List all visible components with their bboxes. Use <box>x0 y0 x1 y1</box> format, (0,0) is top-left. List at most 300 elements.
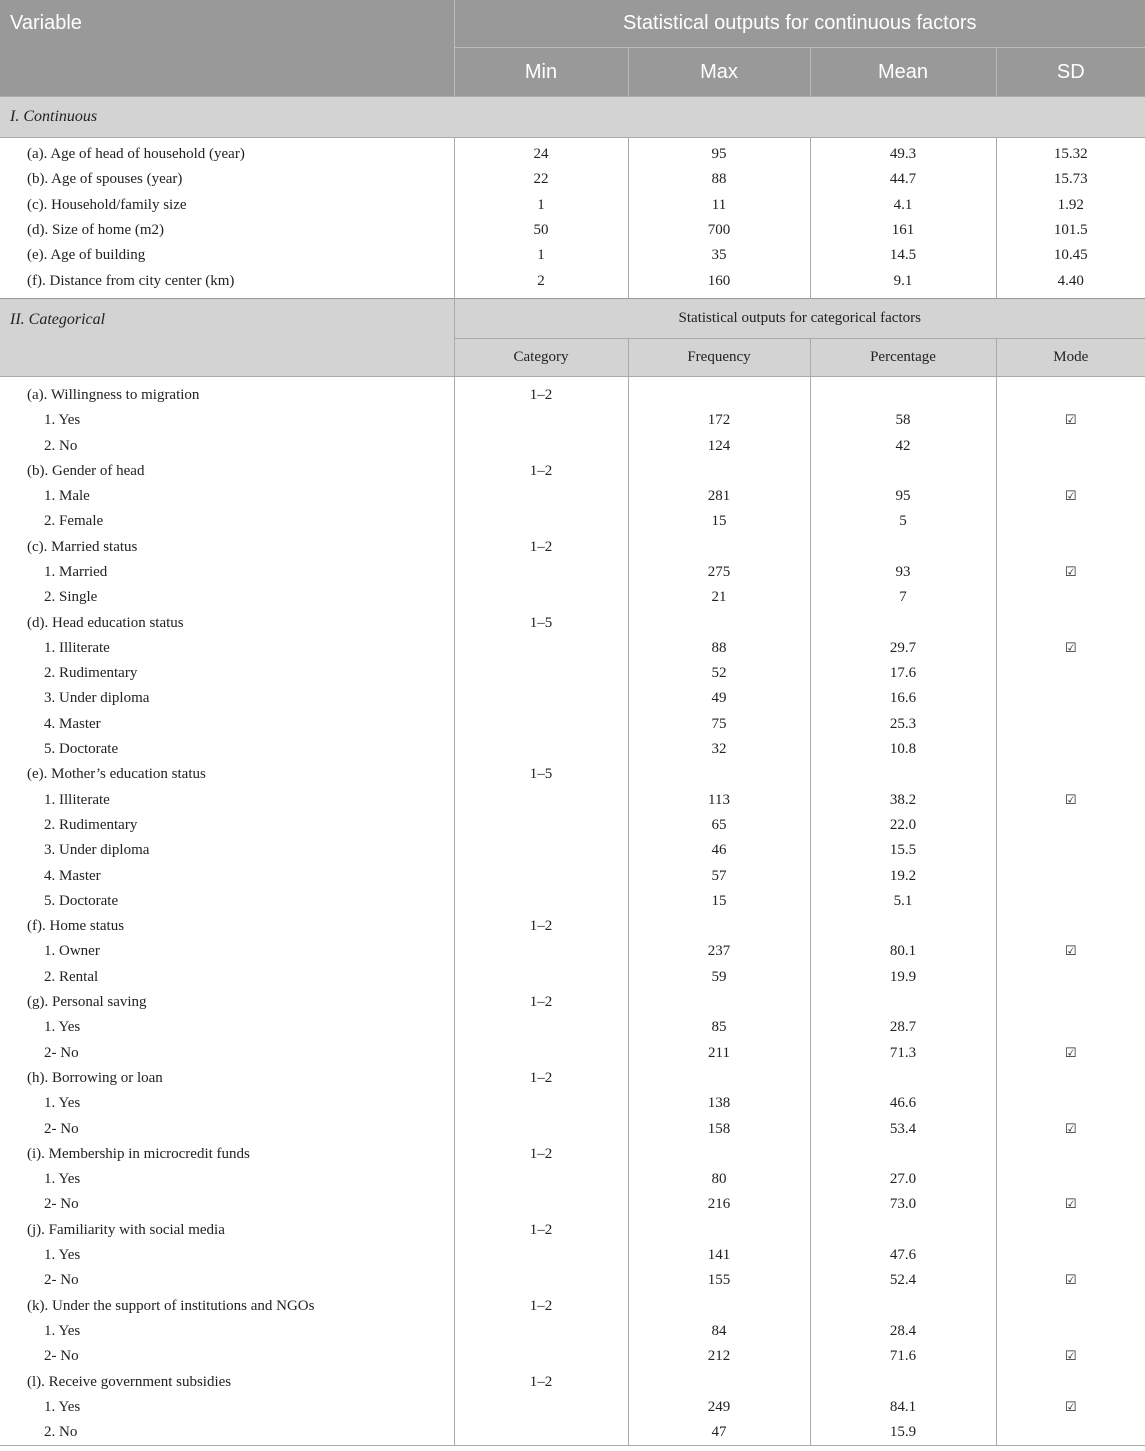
table-row <box>0 193 1145 218</box>
frequency-value <box>628 610 810 635</box>
variable-row <box>0 459 1145 484</box>
frequency-value: 158 <box>628 1116 810 1141</box>
row-label: (b). Gender of head <box>0 459 454 484</box>
mode-check-icon: ☑ <box>1064 413 1077 429</box>
frequency-value: 113 <box>628 788 810 813</box>
mode-check-icon <box>996 712 1145 737</box>
option-row <box>0 509 1145 534</box>
frequency-value: 172 <box>628 408 810 433</box>
row-label: 2- No <box>0 1116 454 1141</box>
variable-row <box>0 535 1145 560</box>
percentage-value: 46.6 <box>810 1091 996 1116</box>
mode-check-icon <box>996 686 1145 711</box>
category-value <box>454 712 628 737</box>
frequency-value: 46 <box>628 838 810 863</box>
category-value <box>454 788 628 813</box>
sd-value: 15.73 <box>1053 171 1088 188</box>
row-label: 1. Yes <box>0 1395 454 1420</box>
row-label: (d). Head education status <box>0 610 454 635</box>
mode-check-icon <box>996 1091 1145 1116</box>
percentage-value: 22.0 <box>810 813 996 838</box>
option-row <box>0 863 1145 888</box>
frequency-value: 57 <box>628 863 810 888</box>
frequency-value: 212 <box>628 1344 810 1369</box>
percentage-value: 25.3 <box>810 712 996 737</box>
percentage-value <box>810 1369 996 1394</box>
mode-check-icon: ☑ <box>1064 1121 1077 1137</box>
percentage-value <box>810 459 996 484</box>
mode-check-icon <box>996 1369 1145 1394</box>
percentage-value: 7 <box>810 585 996 610</box>
frequency-value: 281 <box>628 484 810 509</box>
category-value <box>454 813 628 838</box>
percentage-value: 17.6 <box>810 661 996 686</box>
variable-header: Variable <box>0 0 454 97</box>
category-value <box>454 636 628 661</box>
row-label: 2. Single <box>0 585 454 610</box>
option-row <box>0 1268 1145 1293</box>
option-row <box>0 889 1145 914</box>
continuous-section-row <box>0 97 1145 138</box>
variable-row <box>0 1142 1145 1167</box>
percentage-value: 28.7 <box>810 1015 996 1040</box>
categorical-section-title: II. Categorical <box>0 298 454 376</box>
category-value <box>454 686 628 711</box>
percentage-value: 71.6 <box>810 1344 996 1369</box>
category-value <box>454 1015 628 1040</box>
frequency-value: 47 <box>628 1420 810 1446</box>
row-label: 2- No <box>0 1344 454 1369</box>
frequency-value: 80 <box>628 1167 810 1192</box>
frequency-value: 237 <box>628 939 810 964</box>
category-value <box>454 560 628 585</box>
category-value <box>454 939 628 964</box>
max-header: Max <box>628 48 810 97</box>
frequency-value <box>628 1066 810 1091</box>
percentage-value: 95 <box>810 484 996 509</box>
frequency-value: 124 <box>628 433 810 458</box>
percentage-value: 29.7 <box>810 636 996 661</box>
mean-value: 4.1 <box>810 193 996 218</box>
row-label: (e). Mother’s education status <box>0 762 454 787</box>
category-value: 1–2 <box>454 376 628 408</box>
mode-check-icon: ☑ <box>1064 1399 1077 1415</box>
row-label: (l). Receive government subsidies <box>0 1369 454 1394</box>
table-row <box>0 218 1145 243</box>
percentage-value: 71.3 <box>810 1041 996 1066</box>
continuous-section <box>0 97 1145 299</box>
frequency-value: 138 <box>628 1091 810 1116</box>
variable-label: (c). Household/family size <box>0 193 454 218</box>
mode-check-icon: ☑ <box>1064 489 1077 505</box>
mode-check-icon: ☑ <box>1064 944 1077 960</box>
mode-check-icon: ☑ <box>1064 1273 1077 1289</box>
category-value: 1–2 <box>454 990 628 1015</box>
frequency-value: 88 <box>628 636 810 661</box>
option-row <box>0 1319 1145 1344</box>
mode-check-icon <box>996 1218 1145 1243</box>
frequency-value: 52 <box>628 661 810 686</box>
category-value <box>454 1167 628 1192</box>
row-label: (h). Borrowing or loan <box>0 1066 454 1091</box>
max-value: 11 <box>628 193 810 218</box>
row-label: (f). Home status <box>0 914 454 939</box>
frequency-value <box>628 535 810 560</box>
frequency-value <box>628 990 810 1015</box>
percentage-value: 53.4 <box>810 1116 996 1141</box>
mean-value: 161 <box>810 218 996 243</box>
frequency-value: 275 <box>628 560 810 585</box>
max-value: 160 <box>628 268 810 298</box>
mode-check-icon <box>996 965 1145 990</box>
mode-header: Mode <box>996 338 1145 376</box>
table-row <box>0 268 1145 298</box>
frequency-value: 75 <box>628 712 810 737</box>
category-value <box>454 1344 628 1369</box>
percentage-value <box>810 762 996 787</box>
sd-value: 4.40 <box>1057 272 1084 289</box>
row-label: 2- No <box>0 1041 454 1066</box>
categorical-header-row-1 <box>0 298 1145 338</box>
category-value <box>454 863 628 888</box>
row-label: 1. Yes <box>0 1015 454 1040</box>
row-label: 4. Master <box>0 712 454 737</box>
row-label: 2. Rudimentary <box>0 813 454 838</box>
mode-check-icon <box>996 889 1145 914</box>
category-value <box>454 965 628 990</box>
category-value: 1–2 <box>454 1218 628 1243</box>
mode-check-icon <box>996 863 1145 888</box>
variable-row <box>0 1218 1145 1243</box>
mode-check-icon <box>996 1015 1145 1040</box>
min-value: 1 <box>454 243 628 268</box>
mode-check-icon <box>996 585 1145 610</box>
category-value <box>454 1243 628 1268</box>
category-value <box>454 1041 628 1066</box>
max-value: 700 <box>628 218 810 243</box>
mode-check-icon <box>996 813 1145 838</box>
min-value: 50 <box>454 218 628 243</box>
option-row <box>0 686 1145 711</box>
variable-label: (e). Age of building <box>0 243 454 268</box>
mode-check-icon <box>996 509 1145 534</box>
mode-check-icon: ☑ <box>1064 1045 1077 1061</box>
frequency-value: 15 <box>628 509 810 534</box>
frequency-value: 249 <box>628 1395 810 1420</box>
row-label: (c). Married status <box>0 535 454 560</box>
sd-value: 1.92 <box>1057 196 1084 213</box>
mode-check-icon: ☑ <box>1064 1197 1077 1213</box>
row-label: 1. Yes <box>0 1091 454 1116</box>
percentage-value: 84.1 <box>810 1395 996 1420</box>
continuous-section-title: I. Continuous <box>0 97 1145 138</box>
category-value <box>454 1395 628 1420</box>
table-row <box>0 167 1145 192</box>
variable-label: (b). Age of spouses (year) <box>0 167 454 192</box>
row-label: 1. Yes <box>0 1167 454 1192</box>
option-row <box>0 1420 1145 1446</box>
option-row <box>0 813 1145 838</box>
category-value <box>454 408 628 433</box>
row-label: 2- No <box>0 1192 454 1217</box>
percentage-value: 58 <box>810 408 996 433</box>
max-value: 88 <box>628 167 810 192</box>
mode-check-icon <box>996 1420 1145 1446</box>
table-row <box>0 243 1145 268</box>
frequency-value: 59 <box>628 965 810 990</box>
variable-row <box>0 376 1145 408</box>
option-row <box>0 965 1145 990</box>
mean-value: 14.5 <box>810 243 996 268</box>
frequency-value <box>628 1218 810 1243</box>
category-value <box>454 1116 628 1141</box>
row-label: (k). Under the support of institutions and NGOs <box>0 1293 454 1318</box>
row-label: 4. Master <box>0 863 454 888</box>
percentage-value: 80.1 <box>810 939 996 964</box>
percentage-value: 16.6 <box>810 686 996 711</box>
row-label: (j). Familiarity with social media <box>0 1218 454 1243</box>
frequency-value <box>628 762 810 787</box>
row-label: 5. Doctorate <box>0 889 454 914</box>
mode-check-icon <box>996 838 1145 863</box>
mode-check-icon <box>996 459 1145 484</box>
percentage-value <box>810 535 996 560</box>
variable-row <box>0 610 1145 635</box>
row-label: 1. Illiterate <box>0 788 454 813</box>
percentage-value: 38.2 <box>810 788 996 813</box>
option-row <box>0 408 1145 433</box>
percentage-value: 73.0 <box>810 1192 996 1217</box>
frequency-value <box>628 459 810 484</box>
category-value: 1–5 <box>454 610 628 635</box>
row-label: 1. Male <box>0 484 454 509</box>
category-value: 1–2 <box>454 1066 628 1091</box>
percentage-value: 15.9 <box>810 1420 996 1446</box>
category-value: 1–5 <box>454 762 628 787</box>
option-row <box>0 788 1145 813</box>
frequency-value: 85 <box>628 1015 810 1040</box>
variable-row <box>0 1293 1145 1318</box>
row-label: 2- No <box>0 1268 454 1293</box>
percentage-value: 10.8 <box>810 737 996 762</box>
row-label: 1. Yes <box>0 408 454 433</box>
variable-row <box>0 762 1145 787</box>
row-label: 2. Female <box>0 509 454 534</box>
frequency-value: 49 <box>628 686 810 711</box>
mode-check-icon <box>996 661 1145 686</box>
option-row <box>0 1091 1145 1116</box>
category-value: 1–2 <box>454 535 628 560</box>
mean-header: Mean <box>810 48 996 97</box>
table-row <box>0 138 1145 168</box>
categorical-group-header: Statistical outputs for categorical factors <box>454 298 1145 338</box>
option-row <box>0 838 1145 863</box>
option-row <box>0 1041 1145 1066</box>
option-row <box>0 1116 1145 1141</box>
category-value <box>454 661 628 686</box>
percentage-value <box>810 1293 996 1318</box>
frequency-value: 15 <box>628 889 810 914</box>
min-header: Min <box>454 48 628 97</box>
frequency-value <box>628 1369 810 1394</box>
percentage-header: Percentage <box>810 338 996 376</box>
row-label: 1. Married <box>0 560 454 585</box>
row-label: 1. Owner <box>0 939 454 964</box>
mode-check-icon <box>996 737 1145 762</box>
option-row <box>0 661 1145 686</box>
row-label: 2. No <box>0 1420 454 1446</box>
mode-check-icon <box>996 1243 1145 1268</box>
category-value <box>454 1192 628 1217</box>
row-label: 3. Under diploma <box>0 686 454 711</box>
variable-label: (a). Age of head of household (year) <box>0 138 454 168</box>
mean-value: 44.7 <box>810 167 996 192</box>
category-value <box>454 737 628 762</box>
category-value <box>454 509 628 534</box>
percentage-value <box>810 1066 996 1091</box>
mode-check-icon <box>996 1066 1145 1091</box>
percentage-value: 42 <box>810 433 996 458</box>
category-value <box>454 1420 628 1446</box>
min-value: 24 <box>454 138 628 168</box>
continuous-group-header: Statistical outputs for continuous factors <box>454 0 1145 48</box>
sd-value: 15.32 <box>1053 146 1088 163</box>
mode-check-icon <box>996 1167 1145 1192</box>
percentage-value: 52.4 <box>810 1268 996 1293</box>
min-value: 1 <box>454 193 628 218</box>
mode-check-icon <box>996 914 1145 939</box>
frequency-value: 65 <box>628 813 810 838</box>
row-label: 1. Illiterate <box>0 636 454 661</box>
mode-check-icon <box>996 535 1145 560</box>
option-row <box>0 1395 1145 1420</box>
row-label: 5. Doctorate <box>0 737 454 762</box>
mode-check-icon <box>996 433 1145 458</box>
max-value: 95 <box>628 138 810 168</box>
option-row <box>0 1344 1145 1369</box>
variable-row <box>0 1369 1145 1394</box>
percentage-value: 5 <box>810 509 996 534</box>
category-header: Category <box>454 338 628 376</box>
percentage-value: 93 <box>810 560 996 585</box>
variable-label: (f). Distance from city center (km) <box>0 268 454 298</box>
category-value: 1–2 <box>454 914 628 939</box>
percentage-value: 15.5 <box>810 838 996 863</box>
option-row <box>0 737 1145 762</box>
mode-check-icon <box>996 376 1145 408</box>
percentage-value <box>810 376 996 408</box>
frequency-value: 211 <box>628 1041 810 1066</box>
option-row <box>0 585 1145 610</box>
option-row <box>0 939 1145 964</box>
frequency-value <box>628 914 810 939</box>
percentage-value: 19.2 <box>810 863 996 888</box>
mode-check-icon <box>996 762 1145 787</box>
row-label: (g). Personal saving <box>0 990 454 1015</box>
mode-check-icon <box>996 1293 1145 1318</box>
option-row <box>0 560 1145 585</box>
category-value: 1–2 <box>454 1142 628 1167</box>
option-row <box>0 1015 1145 1040</box>
category-value <box>454 433 628 458</box>
option-row <box>0 484 1145 509</box>
frequency-value: 32 <box>628 737 810 762</box>
mode-check-icon <box>996 610 1145 635</box>
category-value <box>454 585 628 610</box>
row-label: 2. Rudimentary <box>0 661 454 686</box>
percentage-value: 47.6 <box>810 1243 996 1268</box>
mode-check-icon: ☑ <box>1064 1349 1077 1365</box>
frequency-value: 155 <box>628 1268 810 1293</box>
category-value <box>454 1268 628 1293</box>
percentage-value <box>810 1218 996 1243</box>
row-label: (a). Willingness to migration <box>0 376 454 408</box>
min-value: 22 <box>454 167 628 192</box>
category-value: 1–2 <box>454 1293 628 1318</box>
category-value <box>454 889 628 914</box>
row-label: 1. Yes <box>0 1319 454 1344</box>
percentage-value <box>810 1142 996 1167</box>
variable-row <box>0 914 1145 939</box>
category-value <box>454 484 628 509</box>
category-value <box>454 838 628 863</box>
sd-value: 10.45 <box>1053 247 1088 264</box>
mode-check-icon: ☑ <box>1064 640 1077 656</box>
category-value <box>454 1091 628 1116</box>
sd-header: SD <box>996 48 1145 97</box>
percentage-value: 19.9 <box>810 965 996 990</box>
percentage-value: 28.4 <box>810 1319 996 1344</box>
sd-value: 101.5 <box>1053 222 1088 239</box>
row-label: 1. Yes <box>0 1243 454 1268</box>
percentage-value: 5.1 <box>810 889 996 914</box>
variable-row <box>0 1066 1145 1091</box>
category-value: 1–2 <box>454 1369 628 1394</box>
option-row <box>0 1192 1145 1217</box>
frequency-header: Frequency <box>628 338 810 376</box>
percentage-value <box>810 990 996 1015</box>
mode-check-icon <box>996 1142 1145 1167</box>
frequency-value: 84 <box>628 1319 810 1344</box>
header-row-1 <box>0 0 1145 48</box>
mode-check-icon <box>996 1319 1145 1344</box>
category-value <box>454 1319 628 1344</box>
mean-value: 49.3 <box>810 138 996 168</box>
percentage-value: 27.0 <box>810 1167 996 1192</box>
option-row <box>0 1243 1145 1268</box>
frequency-value <box>628 376 810 408</box>
row-label: 2. Rental <box>0 965 454 990</box>
frequency-value: 21 <box>628 585 810 610</box>
categorical-section <box>0 298 1145 1445</box>
mode-check-icon <box>996 990 1145 1015</box>
option-row <box>0 636 1145 661</box>
variable-label: (d). Size of home (m2) <box>0 218 454 243</box>
mean-value: 9.1 <box>810 268 996 298</box>
variable-row <box>0 990 1145 1015</box>
max-value: 35 <box>628 243 810 268</box>
mode-check-icon: ☑ <box>1064 565 1077 580</box>
row-label: (i). Membership in microcredit funds <box>0 1142 454 1167</box>
option-row <box>0 1167 1145 1192</box>
row-label: 3. Under diploma <box>0 838 454 863</box>
min-value: 2 <box>454 268 628 298</box>
frequency-value <box>628 1142 810 1167</box>
option-row <box>0 712 1145 737</box>
category-value: 1–2 <box>454 459 628 484</box>
frequency-value: 141 <box>628 1243 810 1268</box>
mode-check-icon: ☑ <box>1064 792 1077 808</box>
